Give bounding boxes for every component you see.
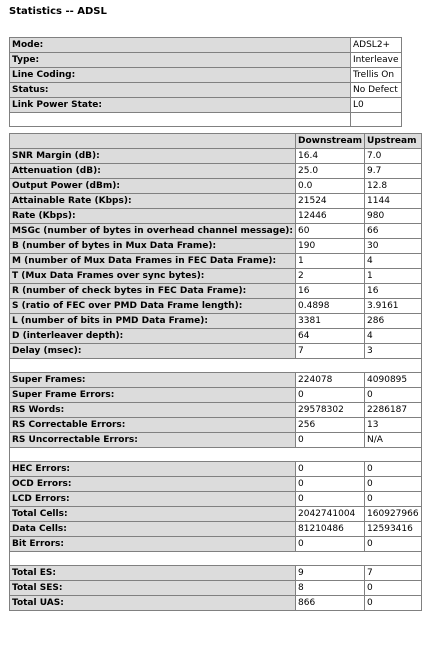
frame-stat-upstream-value: 2286187 — [365, 403, 422, 418]
summary-row — [10, 38, 402, 53]
second-stat-row — [10, 566, 422, 581]
line-param-label: MSGc (number of bytes in overhead channel message): — [10, 224, 296, 239]
line-param-downstream-value: 190 — [296, 239, 365, 254]
spacer-cell — [10, 359, 422, 373]
summary-row — [10, 53, 402, 68]
line-param-label: R (number of check bytes in FEC Data Frame): — [10, 284, 296, 299]
line-param-row — [10, 299, 422, 314]
line-param-downstream-value: 25.0 — [296, 164, 365, 179]
line-param-upstream-value: 12.8 — [365, 179, 422, 194]
cell-stat-upstream-value: 0 — [365, 537, 422, 552]
second-stat-upstream-value: 0 — [365, 581, 422, 596]
cell-stat-row — [10, 507, 422, 522]
cell-stat-row — [10, 522, 422, 537]
second-stat-downstream-value: 9 — [296, 566, 365, 581]
line-param-label: T (Mux Data Frames over sync bytes): — [10, 269, 296, 284]
line-param-downstream-value: 3381 — [296, 314, 365, 329]
line-param-row — [10, 329, 422, 344]
header-empty-cell — [10, 134, 296, 149]
line-param-downstream-value: 12446 — [296, 209, 365, 224]
line-param-downstream-value: 21524 — [296, 194, 365, 209]
line-param-downstream-value: 16 — [296, 284, 365, 299]
frame-stat-row — [10, 373, 422, 388]
cell-stat-label: Bit Errors: — [10, 537, 296, 552]
summary-value: ADSL2+ — [351, 38, 402, 53]
line-param-row — [10, 164, 422, 179]
line-param-row — [10, 209, 422, 224]
line-param-row — [10, 344, 422, 359]
line-param-label: SNR Margin (dB): — [10, 149, 296, 164]
frame-stat-row — [10, 388, 422, 403]
cell-stat-row — [10, 462, 422, 477]
cell-stat-upstream-value: 0 — [365, 462, 422, 477]
line-param-label: Attainable Rate (Kbps): — [10, 194, 296, 209]
frame-stat-label: RS Words: — [10, 403, 296, 418]
cell-stat-label: LCD Errors: — [10, 492, 296, 507]
line-param-row — [10, 239, 422, 254]
cell-stat-upstream-value: 0 — [365, 477, 422, 492]
line-param-upstream-value: 1144 — [365, 194, 422, 209]
line-param-label: M (number of Mux Data Frames in FEC Data Frame): — [10, 254, 296, 269]
frame-stat-upstream-value: 0 — [365, 388, 422, 403]
cell-stat-label: Total Cells: — [10, 507, 296, 522]
line-param-row — [10, 284, 422, 299]
second-stat-row — [10, 596, 422, 611]
upstream-column-header: Upstream — [365, 134, 422, 149]
cell-stat-downstream-value: 0 — [296, 492, 365, 507]
line-param-label: B (number of bytes in Mux Data Frame): — [10, 239, 296, 254]
line-param-downstream-value: 16.4 — [296, 149, 365, 164]
line-param-downstream-value: 1 — [296, 254, 365, 269]
frame-stat-row — [10, 418, 422, 433]
second-stat-label: Total UAS: — [10, 596, 296, 611]
frame-stat-upstream-value: 13 — [365, 418, 422, 433]
frame-stat-row — [10, 433, 422, 448]
line-param-label: Attenuation (dB): — [10, 164, 296, 179]
downstream-column-header: Downstream — [296, 134, 365, 149]
summary-value: L0 — [351, 98, 402, 113]
spacer-cell — [10, 113, 351, 127]
spacer-cell — [351, 113, 402, 127]
cell-stat-upstream-value: 0 — [365, 492, 422, 507]
summary-row — [10, 83, 402, 98]
line-param-upstream-value: 3 — [365, 344, 422, 359]
frame-stat-label: RS Uncorrectable Errors: — [10, 433, 296, 448]
cell-stat-row — [10, 537, 422, 552]
cell-stat-downstream-value: 0 — [296, 537, 365, 552]
line-param-label: D (interleaver depth): — [10, 329, 296, 344]
line-param-upstream-value: 3.9161 — [365, 299, 422, 314]
cell-stat-downstream-value: 0 — [296, 477, 365, 492]
line-param-row — [10, 179, 422, 194]
cell-stat-row — [10, 492, 422, 507]
line-param-downstream-value: 64 — [296, 329, 365, 344]
frame-stat-label: RS Correctable Errors: — [10, 418, 296, 433]
cell-stat-downstream-value: 0 — [296, 462, 365, 477]
frame-stat-downstream-value: 224078 — [296, 373, 365, 388]
line-param-upstream-value: 4 — [365, 254, 422, 269]
summary-label: Type: — [10, 53, 351, 68]
cell-stat-row — [10, 477, 422, 492]
summary-value: Trellis On — [351, 68, 402, 83]
line-param-downstream-value: 0.0 — [296, 179, 365, 194]
cell-stat-label: OCD Errors: — [10, 477, 296, 492]
frame-stat-downstream-value: 256 — [296, 418, 365, 433]
line-param-upstream-value: 16 — [365, 284, 422, 299]
line-param-upstream-value: 980 — [365, 209, 422, 224]
spacer-cell — [10, 552, 422, 566]
summary-label: Mode: — [10, 38, 351, 53]
line-param-downstream-value: 2 — [296, 269, 365, 284]
frame-stat-upstream-value: 4090895 — [365, 373, 422, 388]
cell-stat-label: HEC Errors: — [10, 462, 296, 477]
line-param-upstream-value: 1 — [365, 269, 422, 284]
line-param-label: Rate (Kbps): — [10, 209, 296, 224]
summary-row — [10, 68, 402, 83]
line-param-upstream-value: 7.0 — [365, 149, 422, 164]
line-param-downstream-value: 0.4898 — [296, 299, 365, 314]
frame-stat-label: Super Frame Errors: — [10, 388, 296, 403]
cell-stat-label: Data Cells: — [10, 522, 296, 537]
summary-value: Interleave — [351, 53, 402, 68]
summary-table — [9, 37, 402, 127]
summary-row — [10, 98, 402, 113]
cell-stat-downstream-value: 2042741004 — [296, 507, 365, 522]
line-param-upstream-value: 286 — [365, 314, 422, 329]
line-param-downstream-value: 60 — [296, 224, 365, 239]
line-param-label: Delay (msec): — [10, 344, 296, 359]
stats-table — [9, 133, 422, 611]
second-stat-downstream-value: 866 — [296, 596, 365, 611]
section-spacer-row — [10, 448, 422, 462]
line-param-upstream-value: 66 — [365, 224, 422, 239]
page-title: Statistics -- ADSL — [9, 6, 107, 17]
line-param-label: L (number of bits in PMD Data Frame): — [10, 314, 296, 329]
cell-stat-upstream-value: 160927966 — [365, 507, 422, 522]
second-stat-upstream-value: 7 — [365, 566, 422, 581]
section-spacer-row — [10, 552, 422, 566]
frame-stat-row — [10, 403, 422, 418]
summary-label: Line Coding: — [10, 68, 351, 83]
second-stat-label: Total SES: — [10, 581, 296, 596]
line-param-upstream-value: 30 — [365, 239, 422, 254]
line-param-row — [10, 224, 422, 239]
line-param-row — [10, 254, 422, 269]
line-param-row — [10, 269, 422, 284]
cell-stat-downstream-value: 81210486 — [296, 522, 365, 537]
line-param-row — [10, 149, 422, 164]
stats-header-row — [10, 134, 422, 149]
summary-label: Link Power State: — [10, 98, 351, 113]
line-param-label: Output Power (dBm): — [10, 179, 296, 194]
second-stat-row — [10, 581, 422, 596]
line-param-label: S (ratio of FEC over PMD Data Frame length): — [10, 299, 296, 314]
second-stat-downstream-value: 8 — [296, 581, 365, 596]
frame-stat-label: Super Frames: — [10, 373, 296, 388]
line-param-downstream-value: 7 — [296, 344, 365, 359]
second-stat-label: Total ES: — [10, 566, 296, 581]
frame-stat-downstream-value: 0 — [296, 388, 365, 403]
line-param-upstream-value: 4 — [365, 329, 422, 344]
frame-stat-downstream-value: 29578302 — [296, 403, 365, 418]
line-param-row — [10, 194, 422, 209]
second-stat-upstream-value: 0 — [365, 596, 422, 611]
section-spacer-row — [10, 359, 422, 373]
summary-spacer-row — [10, 113, 402, 127]
line-param-upstream-value: 9.7 — [365, 164, 422, 179]
summary-label: Status: — [10, 83, 351, 98]
spacer-cell — [10, 448, 422, 462]
line-param-row — [10, 314, 422, 329]
frame-stat-downstream-value: 0 — [296, 433, 365, 448]
cell-stat-upstream-value: 12593416 — [365, 522, 422, 537]
summary-value: No Defect — [351, 83, 402, 98]
frame-stat-upstream-value: N/A — [365, 433, 422, 448]
